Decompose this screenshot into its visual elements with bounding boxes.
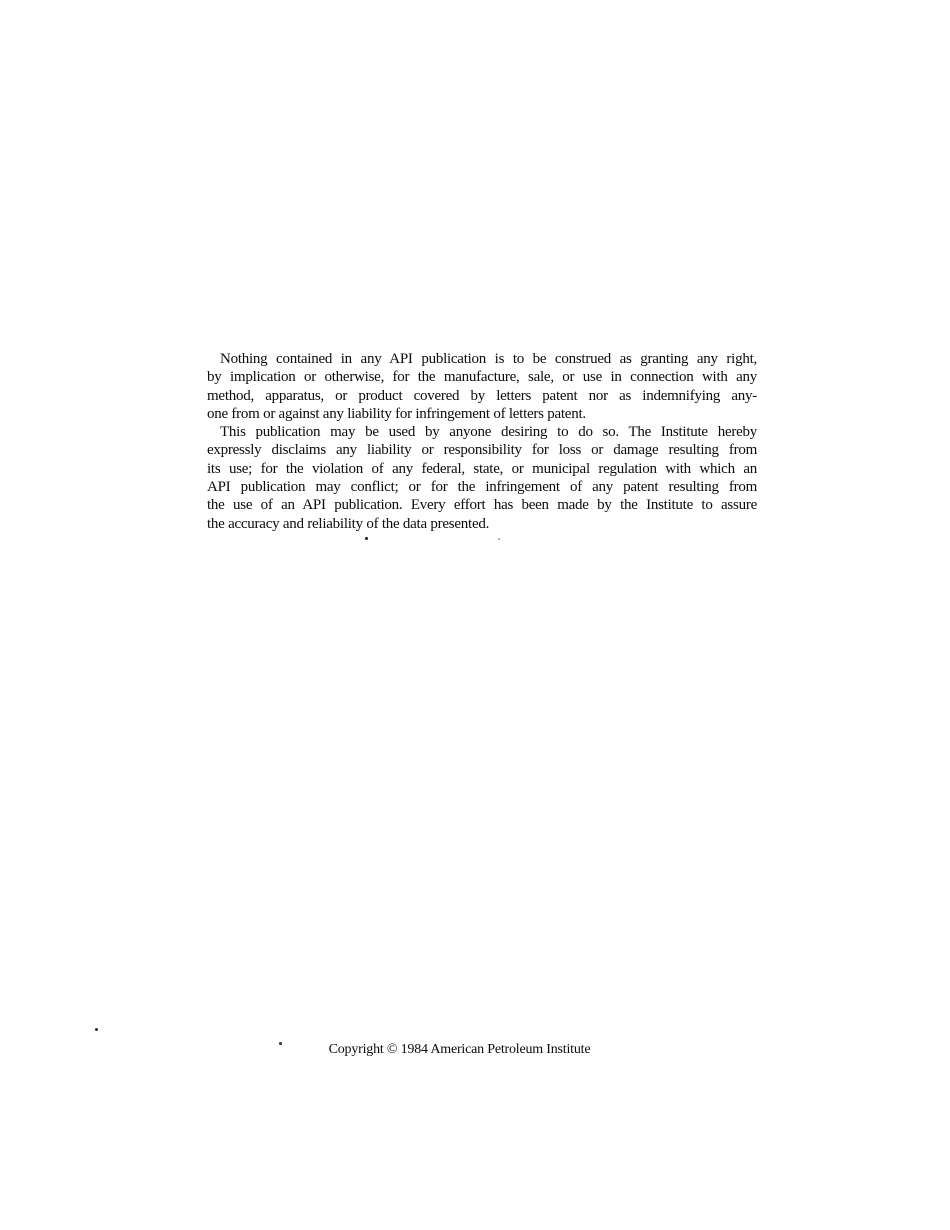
disclaimer-paragraph-1 xyxy=(207,350,757,423)
scan-speck xyxy=(95,1028,98,1031)
paragraph-line: the accuracy and reliability of the data presented. xyxy=(207,515,490,532)
scan-speck xyxy=(498,538,500,540)
paragraph-line: one from or against any liability for infringement of letters patent. xyxy=(207,405,586,422)
scan-speck xyxy=(365,537,368,540)
paragraph-line: expressly disclaims any liability or responsibility for loss or damage resulting from xyxy=(207,442,757,459)
paragraph-line: by implication or otherwise, for the manufacture, sale, or use in connection with any xyxy=(207,369,757,386)
disclaimer-text-block xyxy=(207,350,757,533)
copyright-line: Copyright © 1984 American Petroleum Institute xyxy=(328,1042,591,1057)
disclaimer-paragraph-2 xyxy=(207,423,757,533)
paragraph-line: API publication may conflict; or for the infringement of any patent resulting from xyxy=(207,479,757,496)
paragraph-line: This publication may be used by anyone desiring to do so. The Institute hereby xyxy=(220,424,757,441)
paragraph-line: the use of an API publication. Every effort has been made by the Institute to assure xyxy=(207,497,757,514)
paragraph-line: Nothing contained in any API publication is to be construed as granting any right, xyxy=(220,351,757,367)
paragraph-line: its use; for the violation of any federal, state, or municipal regulation with which an xyxy=(207,460,757,477)
paragraph-line: method, apparatus, or product covered by letters patent nor as indemnifying any- xyxy=(207,387,757,404)
